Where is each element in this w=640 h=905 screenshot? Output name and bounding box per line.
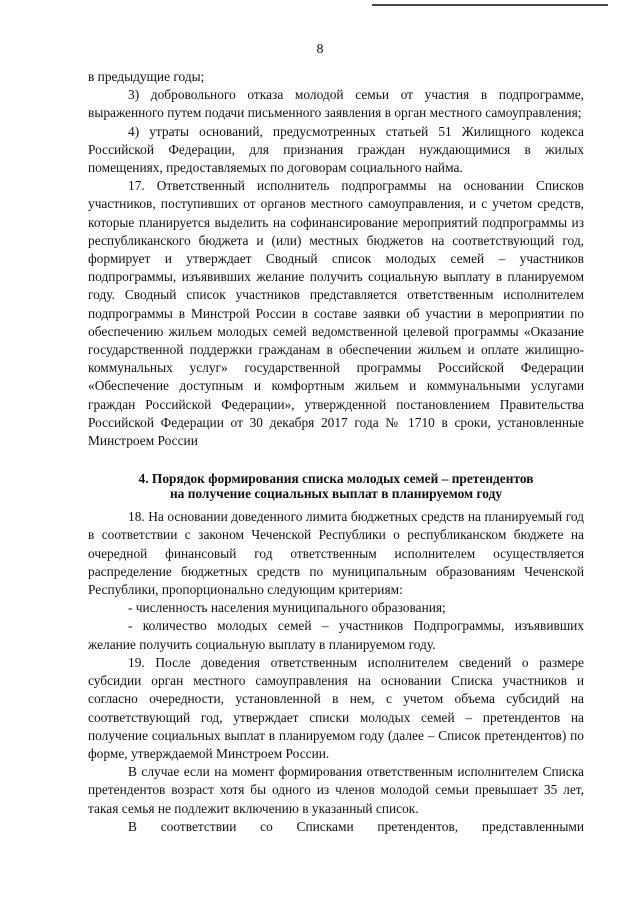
paragraphs-top: [88, 68, 584, 450]
paragraph: в предыдущие годы;: [88, 69, 205, 84]
scan-edge-line: [372, 4, 608, 6]
paragraph: В соответствии со Списками претендентов, представленными: [128, 818, 584, 834]
section-heading-line-1: 4. Порядок формирования списка молодых семей – претендентов: [138, 471, 534, 487]
paragraph: В случае если на момент формирования ответственным исполнителем Списка претендентов возраст хотя бы одного из членов молодой семьи превышает 35 лет, такая семья не подлежит включению в указанный список.: [88, 764, 584, 816]
paragraph: - численность населения муниципального образования;: [128, 600, 446, 616]
paragraph: - количество молодых семей – участников Подпрограммы, изъявивших желание получить социальную выплату в планируемом году.: [88, 618, 584, 652]
paragraph: 4) утраты оснований, предусмотренных статьей 51 Жилищного кодекса Российской Федерации, для признания граждан нуждающимися в жилых помещениях, предоставляемых по договорам социального найма.: [88, 123, 584, 176]
page-number: 8: [316, 42, 324, 57]
paragraph: 17. Ответственный исполнитель подпрограммы на основании Списков участников, поступивших от органов местного самоуправления, и с учетом средств, которые планируется выделить на софинансирование мероприятий подпрограммы из республиканского бюджета и (или) местных бюджетов на соответствующий год, формирует и утверждает Сводный список молодых семей – участников подпрограммы, изъявивших желание получить социальную выплату в планируемом году. Сводный список участников представляется ответственным исполнителем подпрограммы в Минстрой России в составе заявки об участии в мероприятии по обеспечению жильем молодых семей ведомственной целевой программы «Оказание государственной поддержки гражданам в обеспечении жильем и оплате жилищно-коммунальных услуг» государственной программы Российской Федерации «Обеспечение доступным и комфортным жильем и коммунальными услугами граждан Российской Федерации», утвержденной постановлением Правительства Российской Федерации от 30 декабря 2017 года № 1710 в сроки, установленные Минстроем России: [88, 178, 584, 449]
section-heading-line-2: на получение социальных выплат в планируемом году: [169, 486, 503, 502]
section-heading: [88, 471, 584, 501]
document-body: [88, 68, 584, 836]
paragraph: 18. На основании доведенного лимита бюджетных средств на планируемый год в соответствии с законом Чеченской Республики о республиканском бюджете на очередной финансовый год ответственным исполнителем осуществляется распределение бюджетных средств по муниципальным образованиям Чеченской Республики, пропорционально следующим критериям:: [88, 509, 584, 598]
paragraph: 3) добровольного отказа молодой семьи от участия в подпрограмме, выраженного путем подачи письменного заявления в орган местного самоуправления;: [88, 87, 584, 121]
paragraphs-bottom: [88, 508, 584, 836]
paragraph: 19. После доведения ответственным исполнителем сведений о размере субсидии орган местного самоуправления на основании Списка участников и согласно очередности, установленной в нем, с учетом объема субсидий на соответствующий год, утверждает списки молодых семей – претендентов на получение социальных выплат в планируемом году (далее – Список претендентов) по форме, утверждаемой Минстроем России.: [88, 654, 584, 761]
